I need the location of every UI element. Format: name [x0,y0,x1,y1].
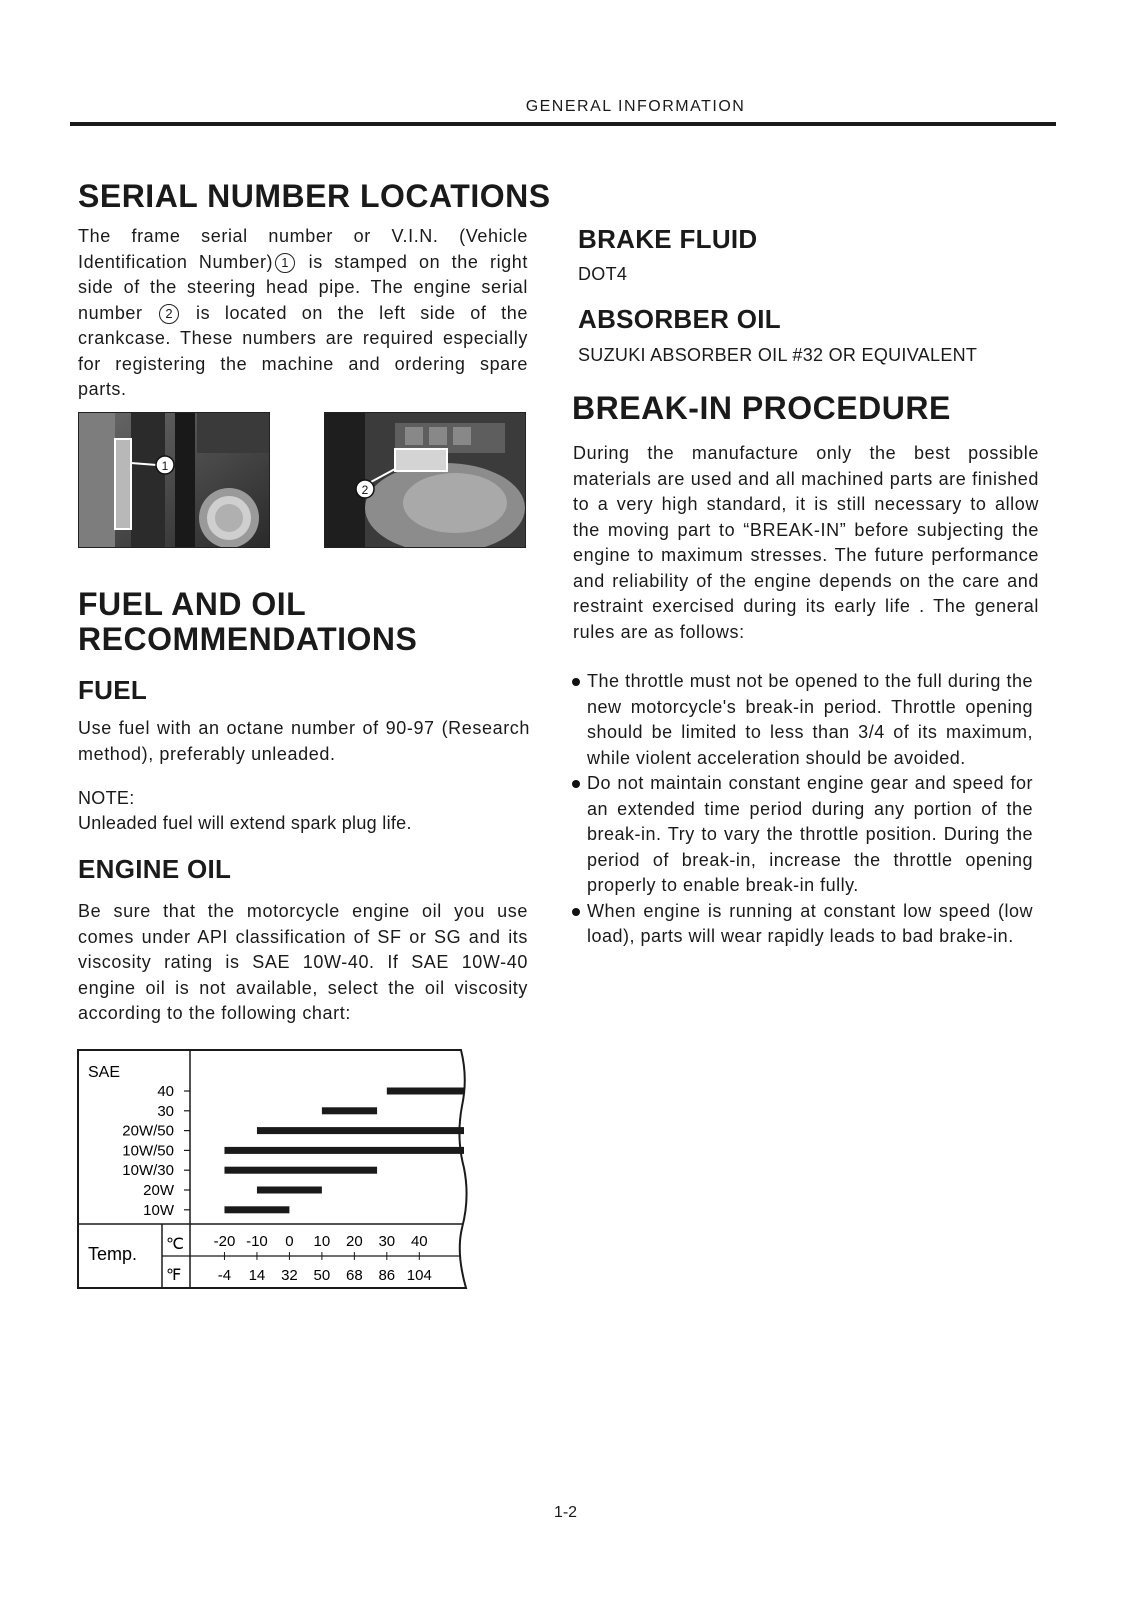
celsius-tick-label: -20 [213,1233,236,1250]
fuel-oil-title-line2: RECOMMENDATIONS [78,621,418,657]
grade-label: 20W [143,1182,174,1199]
fahrenheit-tick-label: 50 [313,1267,331,1284]
serial-text-part3: is located on the left side of the crankcase. These numbers are required especially for registering the machine and ordering spare parts. [78,302,529,399]
grade-bar [224,1206,289,1213]
engine-oil-text: Be sure that the motorcycle engine oil you use comes under API classification of SF or SG and its viscosity rating is SAE 10W-40. If SAE 10W-40 engine oil is not available, select the oil viscosity according to the following chart: [78,901,528,1023]
note-text: Unleaded fuel will extend spark plug life. [78,813,412,833]
grade-bar [224,1167,377,1174]
frame-serial-photo [78,412,270,548]
absorber-oil-value: SUZUKI ABSORBER OIL #32 OR EQUIVALENT [578,345,978,365]
celsius-tick-label: 40 [410,1233,428,1250]
grade-bar [224,1147,464,1154]
fuel-text: Use fuel with an octane number of 90-97 (Research method), preferably unleaded. [78,718,530,764]
grade-label: 10W/30 [122,1162,174,1180]
fuel-oil-title-line1: FUEL AND OIL [78,586,307,622]
serial-text-part2: is stamped on the right side of the steering head pipe. The engine serial number [78,251,528,323]
engine-oil-title: ENGINE OIL [78,854,232,884]
photo-marker-1: 1 [161,459,169,473]
celsius-tick-label: 10 [313,1233,331,1250]
grade-label: 20W/50 [122,1122,174,1140]
grade-label: 10W [143,1201,174,1219]
header-rule [70,122,1056,126]
grade-bar [257,1187,322,1194]
bullet-icon [572,908,580,916]
fahrenheit-tick-label: 32 [281,1267,298,1284]
fahrenheit-tick-label: 14 [248,1267,266,1284]
marker-2: 2 [159,304,179,324]
celsius-tick-label: 20 [346,1233,363,1250]
marker-1: 1 [275,253,295,273]
chart-x-label: Temp. [88,1244,138,1264]
fahrenheit-tick-label: -4 [217,1267,232,1284]
list-item: The throttle must not be opened to the full during the new motorcycle's break-in period. Throttle opening should be limited to less than 3/4 of its maximum, while violent acceleration should be avoided. [572,669,1033,771]
fuel-title: FUEL [78,675,148,705]
list-item: When engine is running at constant low speed (low load), parts will wear rapidly leads to bad brake-in. [572,899,1033,950]
celsius-tick-label: 30 [378,1233,396,1250]
serial-text-part1: The frame serial number or V.I.N. (Vehicle Identification Number) [78,226,528,272]
grade-label: 30 [157,1102,174,1120]
chart-y-label: SAE [88,1064,121,1081]
grade-bar [257,1127,464,1134]
fahrenheit-tick-label: 86 [378,1267,396,1284]
grade-label: 10W/50 [122,1142,174,1160]
list-item: Do not maintain constant engine gear and speed for an extended time period during any portion of the break-in. Try to vary the throttle position. During the period of break-in, increase the throttle opening properly to enable break-in fully. [572,771,1033,899]
running-header: GENERAL INFORMATION [525,98,746,115]
oil-viscosity-chart [76,1048,476,1292]
note-label: NOTE: [78,788,135,808]
celsius-unit: ℃ [166,1236,184,1253]
celsius-tick-label: 0 [285,1233,294,1250]
fahrenheit-tick-label: 104 [406,1267,432,1284]
absorber-oil-title: ABSORBER OIL [578,304,781,334]
engine-serial-photo [324,412,526,548]
break-in-title: BREAK-IN PROCEDURE [572,390,951,426]
bullet-icon [572,780,580,788]
brake-fluid-title: BRAKE FLUID [578,224,758,254]
photo-marker-2: 2 [361,483,369,497]
serial-number-title: SERIAL NUMBER LOCATIONS [78,178,551,214]
celsius-tick-label: -10 [246,1233,268,1250]
bullet-icon [572,678,580,686]
page-number: 1-2 [553,1504,578,1521]
grade-label: 40 [157,1083,174,1100]
fahrenheit-tick-label: 68 [346,1267,363,1284]
brake-fluid-value: DOT4 [578,264,628,284]
grade-bar [387,1088,464,1095]
fahrenheit-unit: ℉ [166,1267,182,1284]
break-in-intro: During the manufacture only the best possible materials are used and all machined parts are finished to a very high standard, it is still necessary to allow the moving part to “BREAK-IN” before subjecting the engine to maximum stresses. The future performance and reliability of the engine depends on the care and restraint exercised during its early life . The general rules are as follows: [573,443,1039,642]
grade-bar [322,1107,377,1114]
serial-number-text [78,224,528,403]
break-in-rules [572,669,1033,950]
